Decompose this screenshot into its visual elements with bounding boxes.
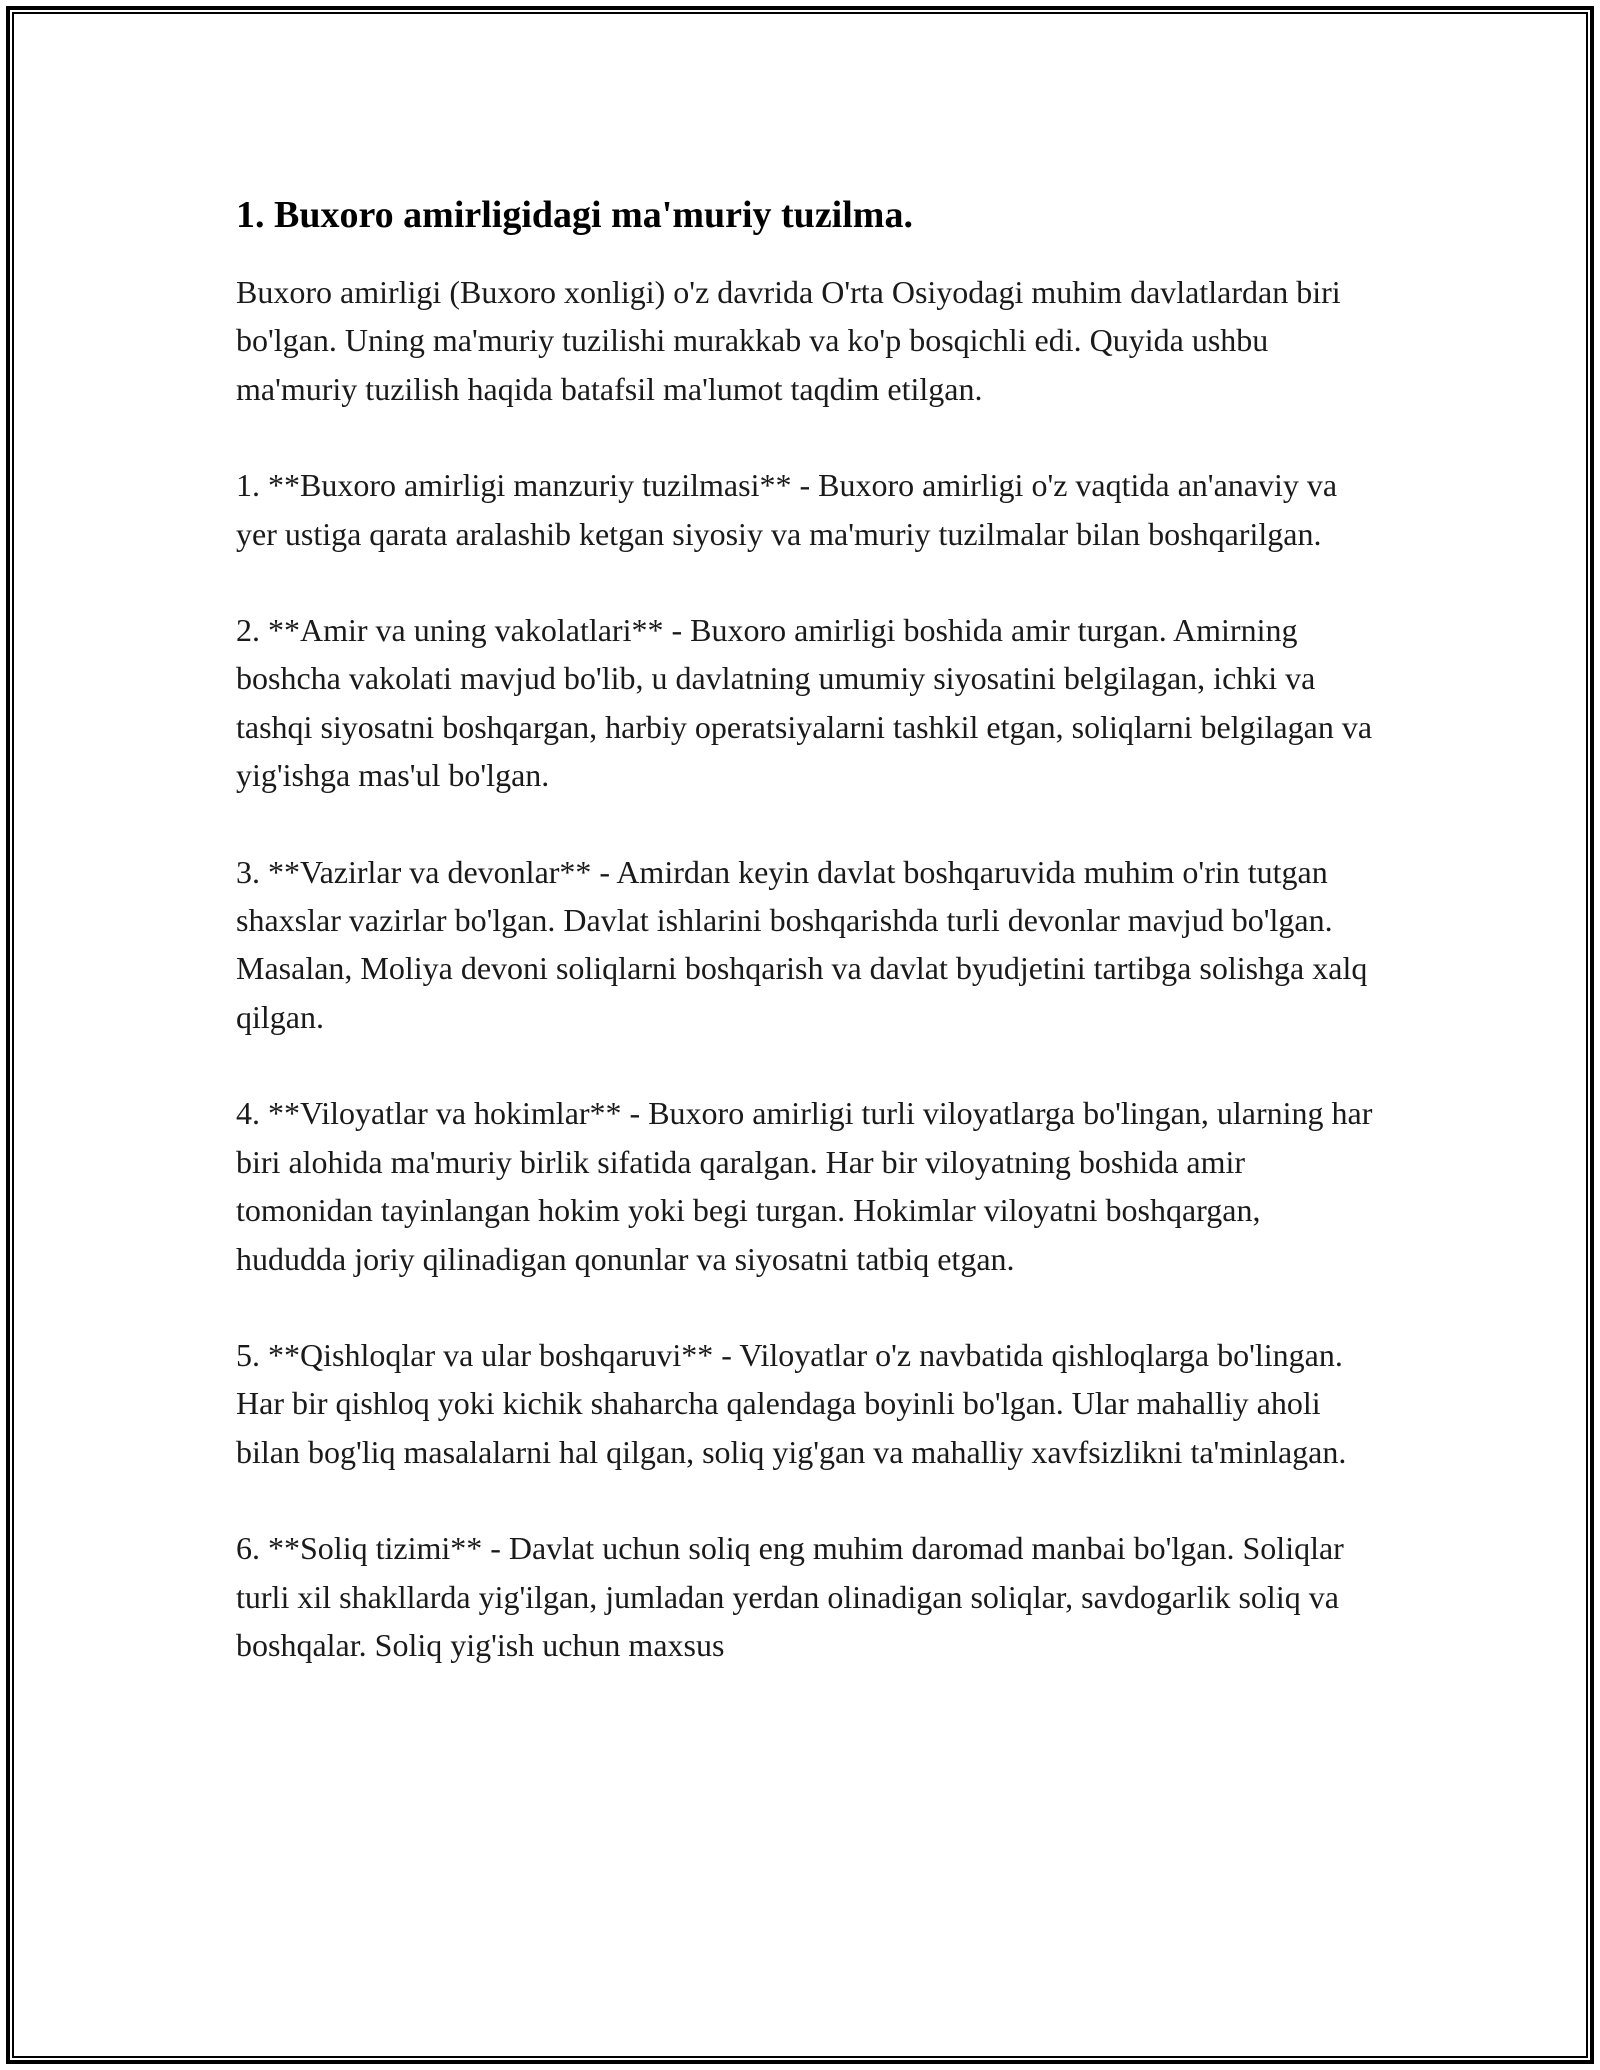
section-paragraph-6: 6. **Soliq tizimi** - Davlat uchun soliq eng muhim daromad manbai bo'lgan. Soliqlar turli xil shakllarda yig'ilgan, jumladan yerdan olinadigan soliqlar, savdogarlik soliq va boshqalar. Soliq yig'ish uchun maxsus — [236, 1530, 1344, 1663]
section-paragraph-5: 5. **Qishloqlar va ular boshqaruvi** - Viloyatlar o'z navbatida qishloqlarga bo'lingan. Har bir qishloq yoki kichik shaharcha qalendaga boyinli bo'lgan. Ular mahalliy aholi bilan bog'liq masalalarni hal qilgan, soliq yig'gan va mahalliy xavfsizlikni ta'minlagan. — [236, 1336, 1347, 1470]
section-paragraph-3: 3. **Vazirlar va devonlar** - Amirdan keyin davlat boshqaruvida muhim o'rin tutgan shaxslar vazirlar bo'lgan. Davlat ishlarini boshqarishda turli devonlar mavjud bo'lgan. Masalan, Moliya devoni soliqlarni boshqarish va davlat byudjetini tartibga solishga xalq qilgan. — [236, 853, 1368, 1035]
document-body — [236, 188, 1376, 1717]
section-paragraph-2: 2. **Amir va uning vakolatlari** - Buxoro amirligi boshida amir turgan. Amirning boshcha vakolati mavjud bo'lib, u davlatning umumiy siyosatini belgilagan, ichki va tashqi siyosatni boshqargan, harbiy operatsiyalarni tashkil etgan, soliqlarni belgilagan va yig'ishga mas'ul bo'lgan. — [236, 612, 1373, 794]
intro-paragraph: Buxoro amirligi (Buxoro xonligi) o'z davrida O'rta Osiyodagi muhim davlatlardan biri bo'lgan. Uning ma'muriy tuzilishi murakkab va ko'p bosqichli edi. Quyida ushbu ma'muriy tuzilish haqida batafsil ma'lumot taqdim etilgan. — [236, 274, 1341, 407]
section-paragraph-4: 4. **Viloyatlar va hokimlar** - Buxoro amirligi turli viloyatlarga bo'lingan, ularning har biri alohida ma'muriy birlik sifatida qaralgan. Har bir viloyatning boshida amir tomonidan tayinlangan hokim yoki begi turgan. Hokimlar viloyatni boshqargan, hududda joriy qilinadigan qonunlar va siyosatni tatbiq etgan. — [236, 1095, 1373, 1277]
document-title: 1. Buxoro amirligidagi ma'muriy tuzilma. — [236, 194, 913, 236]
section-paragraph-1: 1. **Buxoro amirligi manzuriy tuzilmasi** - Buxoro amirligi o'z vaqtida an'anaviy va yer ustiga qarata aralashib ketgan siyosiy va ma'muriy tuzilmalar bilan boshqarilgan. — [236, 467, 1338, 552]
